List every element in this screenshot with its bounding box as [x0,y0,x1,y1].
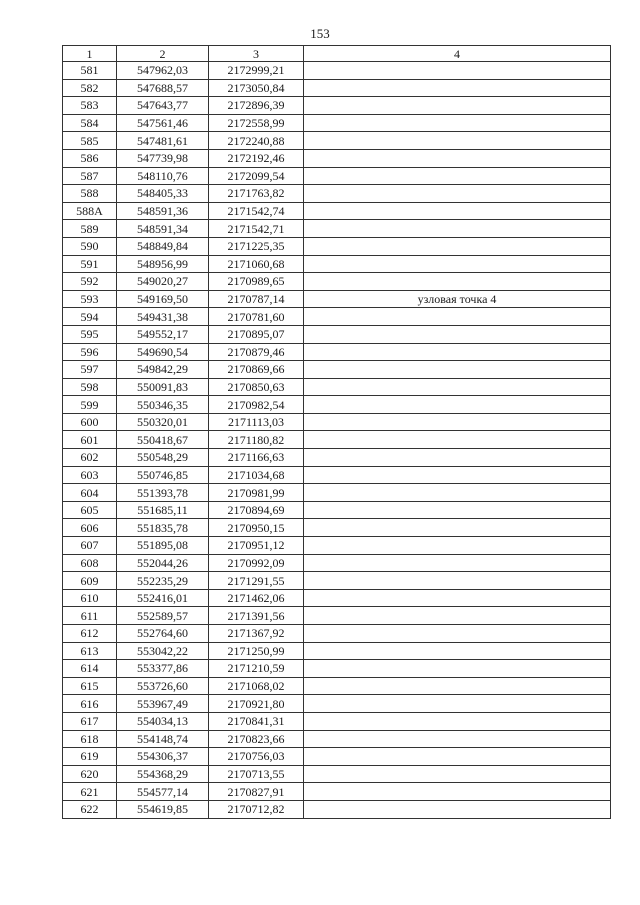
point-number-cell: 586 [63,149,117,167]
note-cell [304,589,611,607]
point-number-cell: 591 [63,255,117,273]
x-coordinate-cell: 550091,83 [117,378,209,396]
table-row [63,255,611,273]
note-cell [304,149,611,167]
note-cell [304,660,611,678]
x-coordinate-cell: 547481,61 [117,132,209,150]
note-cell [304,554,611,572]
x-coordinate-cell: 553726,60 [117,677,209,695]
y-coordinate-cell: 2171225,35 [209,237,304,255]
point-number-cell: 616 [63,695,117,713]
y-coordinate-cell: 2171180,82 [209,431,304,449]
y-coordinate-cell: 2172192,46 [209,149,304,167]
x-coordinate-cell: 547739,98 [117,149,209,167]
y-coordinate-cell: 2170894,69 [209,501,304,519]
note-cell [304,625,611,643]
x-coordinate-cell: 551393,78 [117,484,209,502]
x-coordinate-cell: 548849,84 [117,237,209,255]
y-coordinate-cell: 2170713,55 [209,765,304,783]
table-row [63,308,611,326]
note-cell [304,378,611,396]
y-coordinate-cell: 2171763,82 [209,185,304,203]
note-cell [304,185,611,203]
note-cell [304,466,611,484]
table-row [63,378,611,396]
table-row [63,660,611,678]
table-header [63,46,611,62]
table-row [63,712,611,730]
x-coordinate-cell: 554034,13 [117,712,209,730]
point-number-cell: 622 [63,800,117,818]
y-coordinate-cell: 2170950,15 [209,519,304,537]
table-row [63,237,611,255]
header-row [63,46,611,62]
y-coordinate-cell: 2170895,07 [209,325,304,343]
x-coordinate-cell: 547561,46 [117,114,209,132]
x-coordinate-cell: 554619,85 [117,800,209,818]
point-number-cell: 593 [63,290,117,308]
column-header-4: 4 [304,46,611,62]
note-cell [304,800,611,818]
table-row [63,220,611,238]
note-cell [304,677,611,695]
table-row [63,695,611,713]
y-coordinate-cell: 2170921,80 [209,695,304,713]
note-cell [304,167,611,185]
x-coordinate-cell: 554577,14 [117,783,209,801]
table-row [63,677,611,695]
table-row [63,97,611,115]
note-cell [304,255,611,273]
table-row [63,114,611,132]
table-row [63,537,611,555]
table-row [63,449,611,467]
x-coordinate-cell: 549169,50 [117,290,209,308]
note-cell [304,783,611,801]
point-number-cell: 594 [63,308,117,326]
table-row [63,589,611,607]
y-coordinate-cell: 2170841,31 [209,712,304,730]
note-cell [304,748,611,766]
point-number-cell: 612 [63,625,117,643]
y-coordinate-cell: 2172558,99 [209,114,304,132]
x-coordinate-cell: 550746,85 [117,466,209,484]
table-row [63,748,611,766]
note-cell [304,361,611,379]
table-row [63,149,611,167]
column-header-2: 2 [117,46,209,62]
point-number-cell: 597 [63,361,117,379]
table-row [63,572,611,590]
table-row [63,132,611,150]
x-coordinate-cell: 547688,57 [117,79,209,97]
note-cell [304,519,611,537]
note-cell [304,343,611,361]
x-coordinate-cell: 552235,29 [117,572,209,590]
note-cell [304,607,611,625]
y-coordinate-cell: 2171291,55 [209,572,304,590]
table-row [63,290,611,308]
x-coordinate-cell: 553377,86 [117,660,209,678]
point-number-cell: 592 [63,273,117,291]
note-cell [304,572,611,590]
y-coordinate-cell: 2171542,74 [209,202,304,220]
point-number-cell: 619 [63,748,117,766]
table-body [63,62,611,819]
x-coordinate-cell: 552589,57 [117,607,209,625]
y-coordinate-cell: 2173050,84 [209,79,304,97]
table-row [63,202,611,220]
x-coordinate-cell: 550346,35 [117,396,209,414]
note-cell [304,237,611,255]
note-cell [304,501,611,519]
table-row [63,642,611,660]
table-row [63,607,611,625]
point-number-cell: 583 [63,97,117,115]
x-coordinate-cell: 547962,03 [117,62,209,80]
point-number-cell: 581 [63,62,117,80]
note-cell [304,413,611,431]
note-cell [304,765,611,783]
x-coordinate-cell: 547643,77 [117,97,209,115]
y-coordinate-cell: 2170827,91 [209,783,304,801]
note-cell [304,62,611,80]
y-coordinate-cell: 2172896,39 [209,97,304,115]
point-number-cell: 584 [63,114,117,132]
y-coordinate-cell: 2170787,14 [209,290,304,308]
note-cell [304,449,611,467]
x-coordinate-cell: 548110,76 [117,167,209,185]
note-cell [304,396,611,414]
point-number-cell: 605 [63,501,117,519]
point-number-cell: 596 [63,343,117,361]
point-number-cell: 600 [63,413,117,431]
table-row [63,783,611,801]
note-cell [304,273,611,291]
note-cell [304,97,611,115]
y-coordinate-cell: 2172999,21 [209,62,304,80]
y-coordinate-cell: 2171367,92 [209,625,304,643]
y-coordinate-cell: 2170869,66 [209,361,304,379]
coordinates-table [62,45,611,819]
x-coordinate-cell: 549552,17 [117,325,209,343]
point-number-cell: 588А [63,202,117,220]
y-coordinate-cell: 2171166,63 [209,449,304,467]
point-number-cell: 610 [63,589,117,607]
table-row [63,413,611,431]
y-coordinate-cell: 2171034,68 [209,466,304,484]
x-coordinate-cell: 550320,01 [117,413,209,431]
note-cell [304,79,611,97]
point-number-cell: 608 [63,554,117,572]
point-number-cell: 590 [63,237,117,255]
y-coordinate-cell: 2172240,88 [209,132,304,150]
point-number-cell: 598 [63,378,117,396]
table-row [63,765,611,783]
x-coordinate-cell: 552764,60 [117,625,209,643]
column-header-1: 1 [63,46,117,62]
x-coordinate-cell: 550548,29 [117,449,209,467]
x-coordinate-cell: 548591,34 [117,220,209,238]
point-number-cell: 607 [63,537,117,555]
x-coordinate-cell: 553967,49 [117,695,209,713]
point-number-cell: 620 [63,765,117,783]
point-number-cell: 618 [63,730,117,748]
table-row [63,325,611,343]
y-coordinate-cell: 2170992,09 [209,554,304,572]
table-row [63,361,611,379]
note-cell [304,730,611,748]
point-number-cell: 602 [63,449,117,467]
x-coordinate-cell: 551835,78 [117,519,209,537]
note-cell [304,325,611,343]
point-number-cell: 613 [63,642,117,660]
x-coordinate-cell: 549690,54 [117,343,209,361]
y-coordinate-cell: 2170781,60 [209,308,304,326]
note-cell [304,132,611,150]
x-coordinate-cell: 549020,27 [117,273,209,291]
table-row [63,625,611,643]
table-row [63,185,611,203]
x-coordinate-cell: 551685,11 [117,501,209,519]
point-number-cell: 588 [63,185,117,203]
point-number-cell: 614 [63,660,117,678]
note-cell: узловая точка 4 [304,290,611,308]
y-coordinate-cell: 2171250,99 [209,642,304,660]
table-row [63,167,611,185]
y-coordinate-cell: 2170981,99 [209,484,304,502]
y-coordinate-cell: 2170951,12 [209,537,304,555]
y-coordinate-cell: 2172099,54 [209,167,304,185]
x-coordinate-cell: 551895,08 [117,537,209,555]
table-row [63,466,611,484]
page-number: 153 [310,26,330,41]
x-coordinate-cell: 549431,38 [117,308,209,326]
point-number-cell: 603 [63,466,117,484]
point-number-cell: 609 [63,572,117,590]
table-row [63,343,611,361]
point-number-cell: 606 [63,519,117,537]
point-number-cell: 621 [63,783,117,801]
table-row [63,519,611,537]
y-coordinate-cell: 2171068,02 [209,677,304,695]
point-number-cell: 582 [63,79,117,97]
x-coordinate-cell: 553042,22 [117,642,209,660]
x-coordinate-cell: 554368,29 [117,765,209,783]
note-cell [304,114,611,132]
note-cell [304,308,611,326]
table-row [63,396,611,414]
point-number-cell: 589 [63,220,117,238]
note-cell [304,220,611,238]
y-coordinate-cell: 2171462,06 [209,589,304,607]
table-row [63,62,611,80]
y-coordinate-cell: 2171542,71 [209,220,304,238]
x-coordinate-cell: 548956,99 [117,255,209,273]
point-number-cell: 585 [63,132,117,150]
x-coordinate-cell: 552416,01 [117,589,209,607]
column-header-3: 3 [209,46,304,62]
y-coordinate-cell: 2170989,65 [209,273,304,291]
point-number-cell: 604 [63,484,117,502]
y-coordinate-cell: 2170712,82 [209,800,304,818]
point-number-cell: 617 [63,712,117,730]
table-row [63,501,611,519]
y-coordinate-cell: 2170756,03 [209,748,304,766]
point-number-cell: 611 [63,607,117,625]
table-row [63,554,611,572]
note-cell [304,431,611,449]
point-number-cell: 595 [63,325,117,343]
y-coordinate-cell: 2171060,68 [209,255,304,273]
table-row [63,79,611,97]
point-number-cell: 601 [63,431,117,449]
x-coordinate-cell: 549842,29 [117,361,209,379]
y-coordinate-cell: 2170982,54 [209,396,304,414]
table-row [63,431,611,449]
note-cell [304,642,611,660]
table-row [63,800,611,818]
point-number-cell: 587 [63,167,117,185]
y-coordinate-cell: 2170850,63 [209,378,304,396]
x-coordinate-cell: 552044,26 [117,554,209,572]
y-coordinate-cell: 2171113,03 [209,413,304,431]
point-number-cell: 599 [63,396,117,414]
x-coordinate-cell: 548591,36 [117,202,209,220]
note-cell [304,202,611,220]
y-coordinate-cell: 2170879,46 [209,343,304,361]
y-coordinate-cell: 2171391,56 [209,607,304,625]
y-coordinate-cell: 2170823,66 [209,730,304,748]
table-row [63,484,611,502]
x-coordinate-cell: 548405,33 [117,185,209,203]
note-cell [304,695,611,713]
x-coordinate-cell: 554148,74 [117,730,209,748]
note-cell [304,712,611,730]
note-cell [304,484,611,502]
point-number-cell: 615 [63,677,117,695]
x-coordinate-cell: 550418,67 [117,431,209,449]
y-coordinate-cell: 2171210,59 [209,660,304,678]
table-row [63,273,611,291]
note-cell [304,537,611,555]
x-coordinate-cell: 554306,37 [117,748,209,766]
table-row [63,730,611,748]
